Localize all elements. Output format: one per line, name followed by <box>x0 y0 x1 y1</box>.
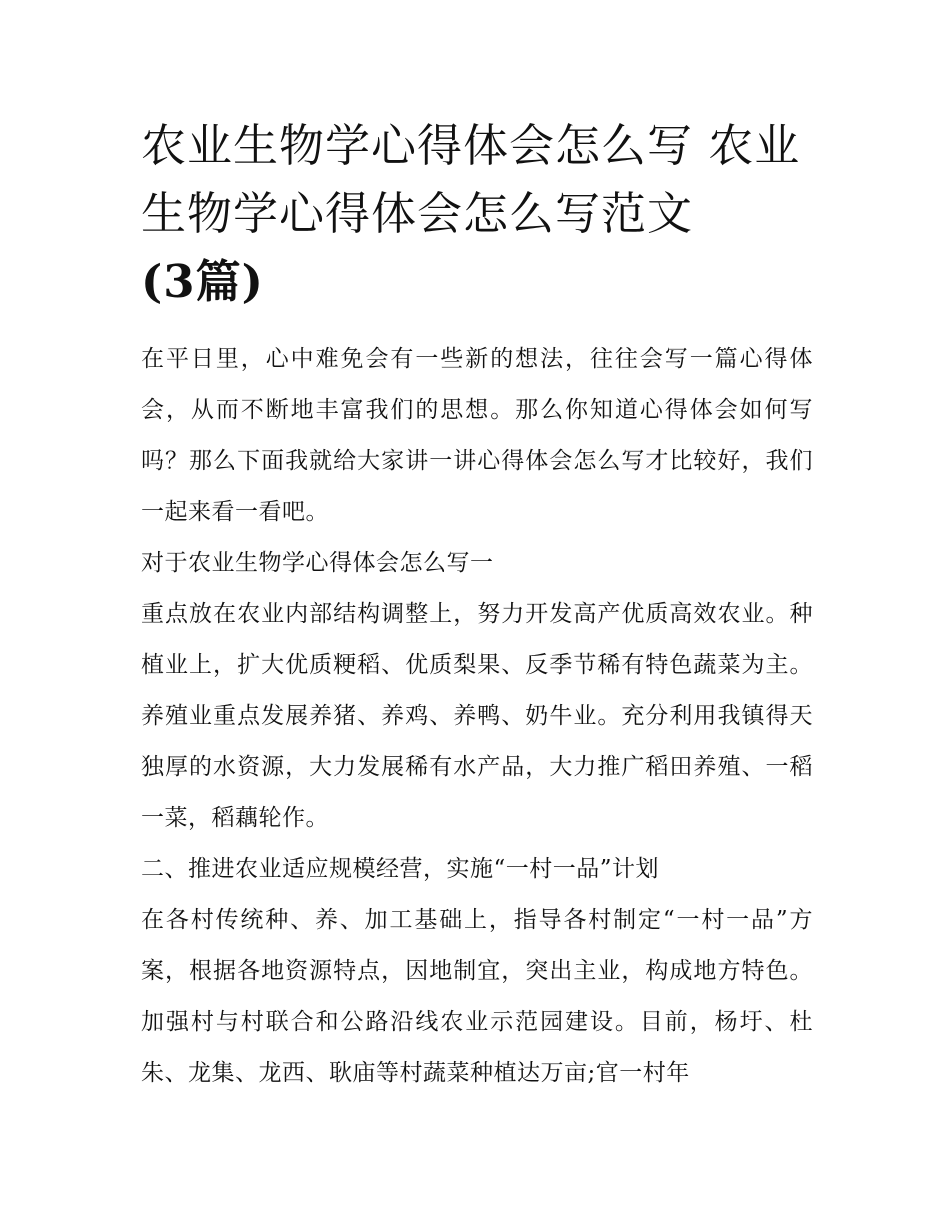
section-one-paragraph: 重点放在农业内部结构调整上，努力开发高产优质高效农业。种植业上，扩大优质粳稻、优质梨果、反季节稀有特色蔬菜为主。养殖业重点发展养猪、养鸡、养鸭、奶牛业。充分利用我镇得天独厚的水资源，大力发展稀有水产品，大力推广稻田养殖、一稻一菜，稻藕轮作。 <box>141 601 813 831</box>
section-heading-two: 二、推进农业适应规模经营，实施“一村一品”计划 <box>141 856 660 882</box>
title-main: 农业生物学心得体会怎么写 农业生物学心得体会怎么写范文 <box>141 119 801 240</box>
document-page <box>141 112 813 1099</box>
document-title <box>141 112 813 316</box>
intro-paragraph: 在平日里，心中难免会有一些新的想法，往往会写一篇心得体会，从而不断地丰富我们的思想。那么你知道心得体会如何写吗？那么下面我就给大家讲一讲心得体会怎么写才比较好，我们一起来看一看吧。 <box>141 346 813 525</box>
section-two-paragraph: 在各村传统种、养、加工基础上，指导各村制定“一村一品”方案，根据各地资源特点，因地制宜，突出主业，构成地方特色。加强村与村联合和公路沿线农业示范园建设。目前，杨圩、杜朱、龙集、龙西、耿庙等村蔬菜种植达万亩;官一村年 <box>141 907 813 1086</box>
document-body <box>141 334 813 1099</box>
section-heading-one: 对于农业生物学心得体会怎么写一 <box>141 550 494 576</box>
title-suffix: (3篇) <box>141 255 264 308</box>
